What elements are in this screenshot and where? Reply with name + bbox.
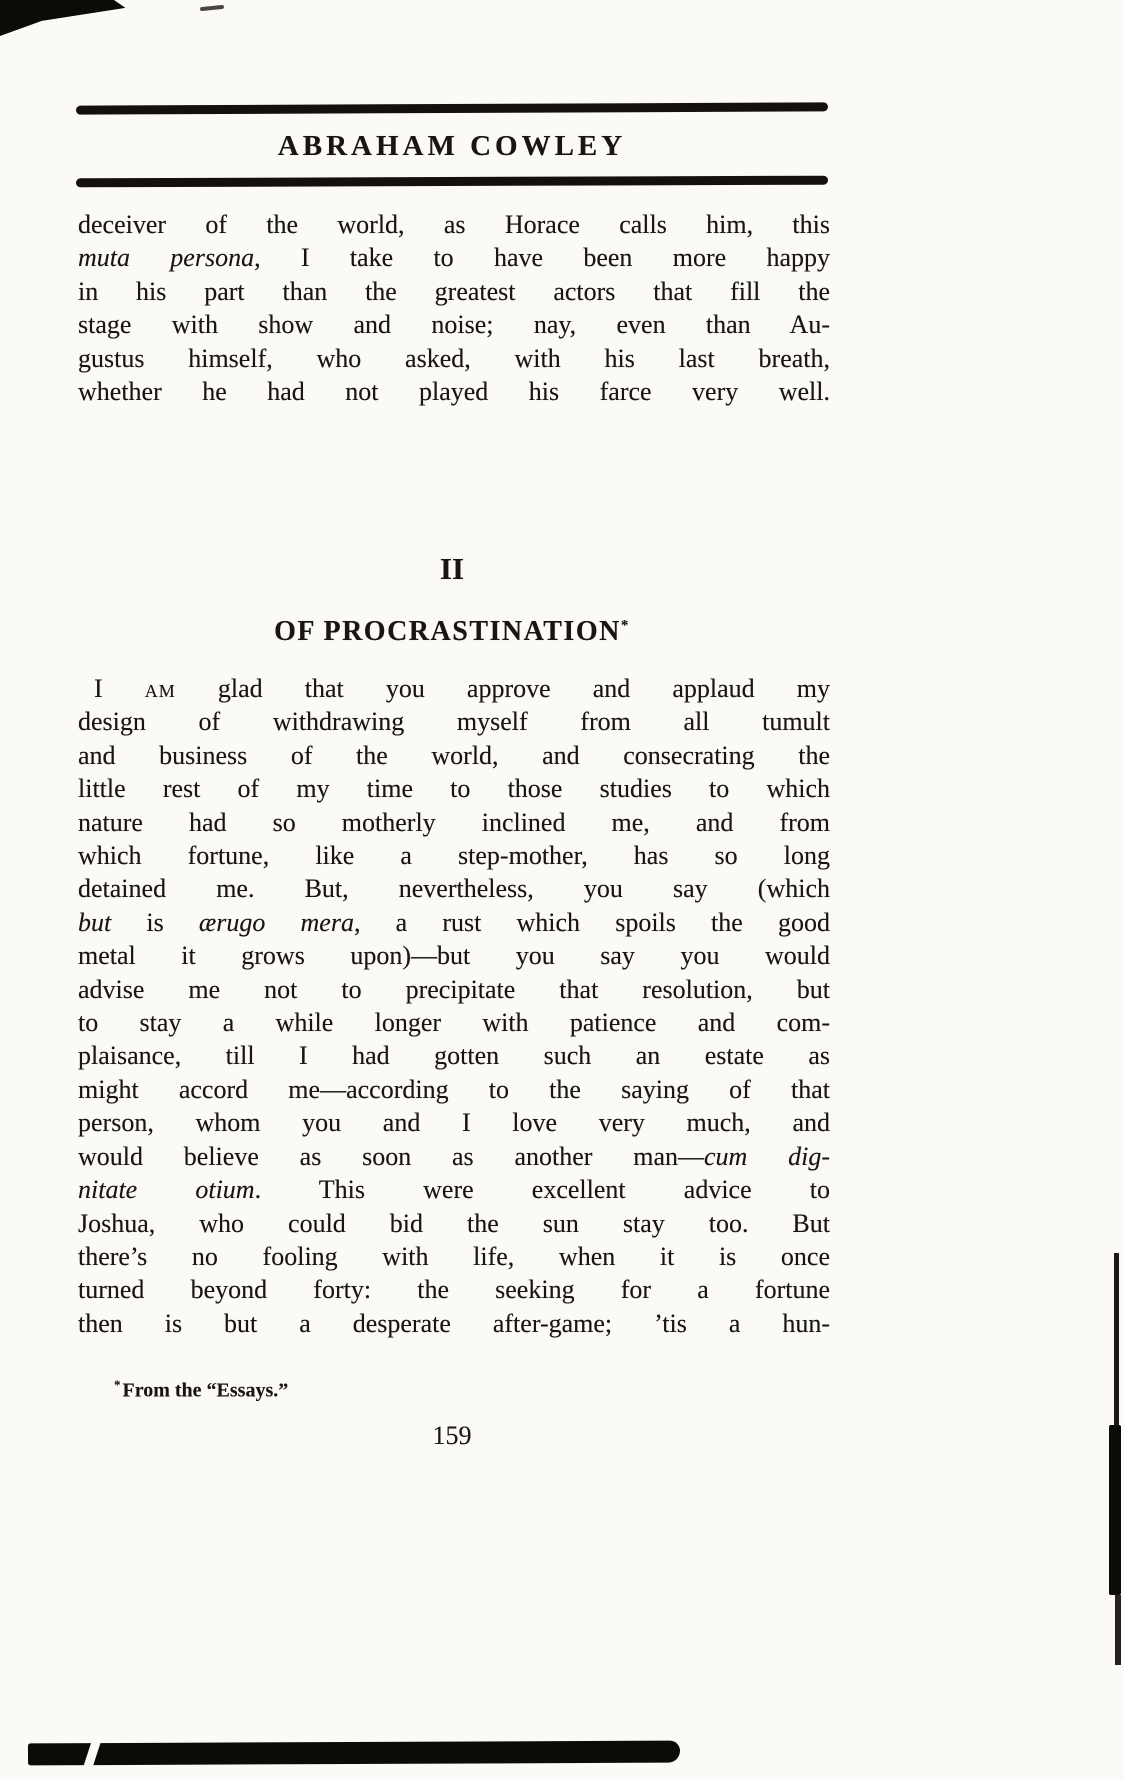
text-line xyxy=(78,739,830,772)
text-segment: to stay a while longer with patience and com- xyxy=(78,1008,830,1038)
text-segment: stage with show and noise; nay, even than Au- xyxy=(78,310,830,340)
intro-paragraph xyxy=(78,208,830,408)
text-line xyxy=(78,772,830,805)
text-line xyxy=(78,308,830,341)
text-line xyxy=(78,939,830,972)
text-segment: glad that you approve and applaud my xyxy=(175,674,830,703)
text-line xyxy=(78,1240,830,1273)
text-segment: would believe as soon as another man— xyxy=(78,1141,704,1171)
scan-artifact-top-dash xyxy=(200,5,224,11)
text-line xyxy=(78,973,830,1006)
body-paragraph xyxy=(78,672,830,1340)
section-title-footnote-mark: * xyxy=(620,617,630,634)
text-line xyxy=(78,1106,830,1139)
header-rule-bottom xyxy=(76,176,828,188)
text-segment: , a rust which spoils the good xyxy=(353,907,830,937)
scan-artifact-right-edge-2 xyxy=(1109,1425,1121,1595)
text-segment: which fortune, like a step-mother, has so long xyxy=(78,841,830,871)
scan-artifact-right-edge-1 xyxy=(1114,1253,1119,1425)
text-line xyxy=(78,1073,830,1106)
text-line xyxy=(78,1039,830,1072)
text-line xyxy=(78,1140,830,1173)
text-segment: might accord me—according to the saying of that xyxy=(78,1074,830,1104)
text-segment: nature had so motherly inclined me, and from xyxy=(78,807,830,837)
text-segment: metal it grows upon)—but you say you would xyxy=(78,941,830,971)
text-segment: cum dig- xyxy=(704,1141,830,1171)
text-segment: turned beyond forty: the seeking for a fortune xyxy=(78,1275,830,1305)
text-segment: person, whom you and I love very much, and xyxy=(78,1108,830,1138)
text-segment: detained me. But, nevertheless, you say (which xyxy=(78,874,830,904)
text-segment: plaisance, till I had gotten such an estate as xyxy=(78,1041,830,1071)
text-segment: and business of the world, and consecrating the xyxy=(78,740,830,770)
section-number: II xyxy=(439,551,465,586)
scan-artifact-right-edge-3 xyxy=(1115,1595,1121,1665)
text-segment: whether he had not played his farce very well. xyxy=(78,377,830,407)
text-segment: design of withdrawing myself from all tumult xyxy=(78,707,830,737)
footnote xyxy=(114,1377,288,1403)
text-line xyxy=(78,839,830,872)
text-line xyxy=(78,241,830,274)
running-header: ABRAHAM COWLEY xyxy=(277,130,627,162)
text-line xyxy=(78,906,830,939)
text-segment: Joshua, who could bid the sun stay too. But xyxy=(78,1208,830,1238)
text-segment: , I take to have been more happy xyxy=(254,243,830,273)
text-line xyxy=(78,872,830,905)
text-line xyxy=(78,208,830,241)
text-line xyxy=(78,1207,830,1240)
text-segment: gustus himself, who asked, with his last breath, xyxy=(78,343,830,373)
text-line xyxy=(78,375,830,408)
text-line xyxy=(78,342,830,375)
section-title-text: OF PROCRASTINATION xyxy=(274,616,621,647)
scan-artifact-corner xyxy=(0,0,190,36)
text-segment: deceiver of the world, as Horace calls him, this xyxy=(78,210,830,239)
text-line xyxy=(78,672,830,705)
text-segment: there’s no fooling with life, when it is once xyxy=(78,1241,830,1271)
text-line xyxy=(78,275,830,308)
text-line xyxy=(78,1173,830,1206)
text-line xyxy=(78,1006,830,1039)
page-number: 159 xyxy=(432,1421,472,1450)
text-segment: but xyxy=(78,907,112,937)
text-segment: is xyxy=(111,907,199,937)
section-title xyxy=(76,616,828,648)
text-segment: I xyxy=(94,674,145,703)
text-line xyxy=(78,806,830,839)
text-segment: then is but a desperate after-game; ’tis a hun- xyxy=(78,1308,830,1338)
text-segment: am xyxy=(144,674,176,703)
text-segment: muta persona xyxy=(78,243,255,273)
header-rule-top xyxy=(76,102,828,114)
footnote-mark: * xyxy=(114,1377,121,1392)
text-segment: little rest of my time to those studies to which xyxy=(78,774,830,804)
text-segment: . This were excellent advice to xyxy=(254,1175,831,1205)
text-segment: ærugo mera xyxy=(198,907,354,937)
text-line xyxy=(78,1273,830,1306)
footnote-text: From the “Essays.” xyxy=(122,1379,289,1402)
text-segment: advise me not to precipitate that resolution, but xyxy=(78,974,830,1004)
text-segment: nitate otium xyxy=(78,1175,255,1205)
scan-artifact-bottom-bar xyxy=(28,1741,680,1766)
text-line xyxy=(78,1307,830,1340)
text-segment: in his part than the greatest actors that fill the xyxy=(78,276,830,306)
text-line xyxy=(78,705,830,738)
